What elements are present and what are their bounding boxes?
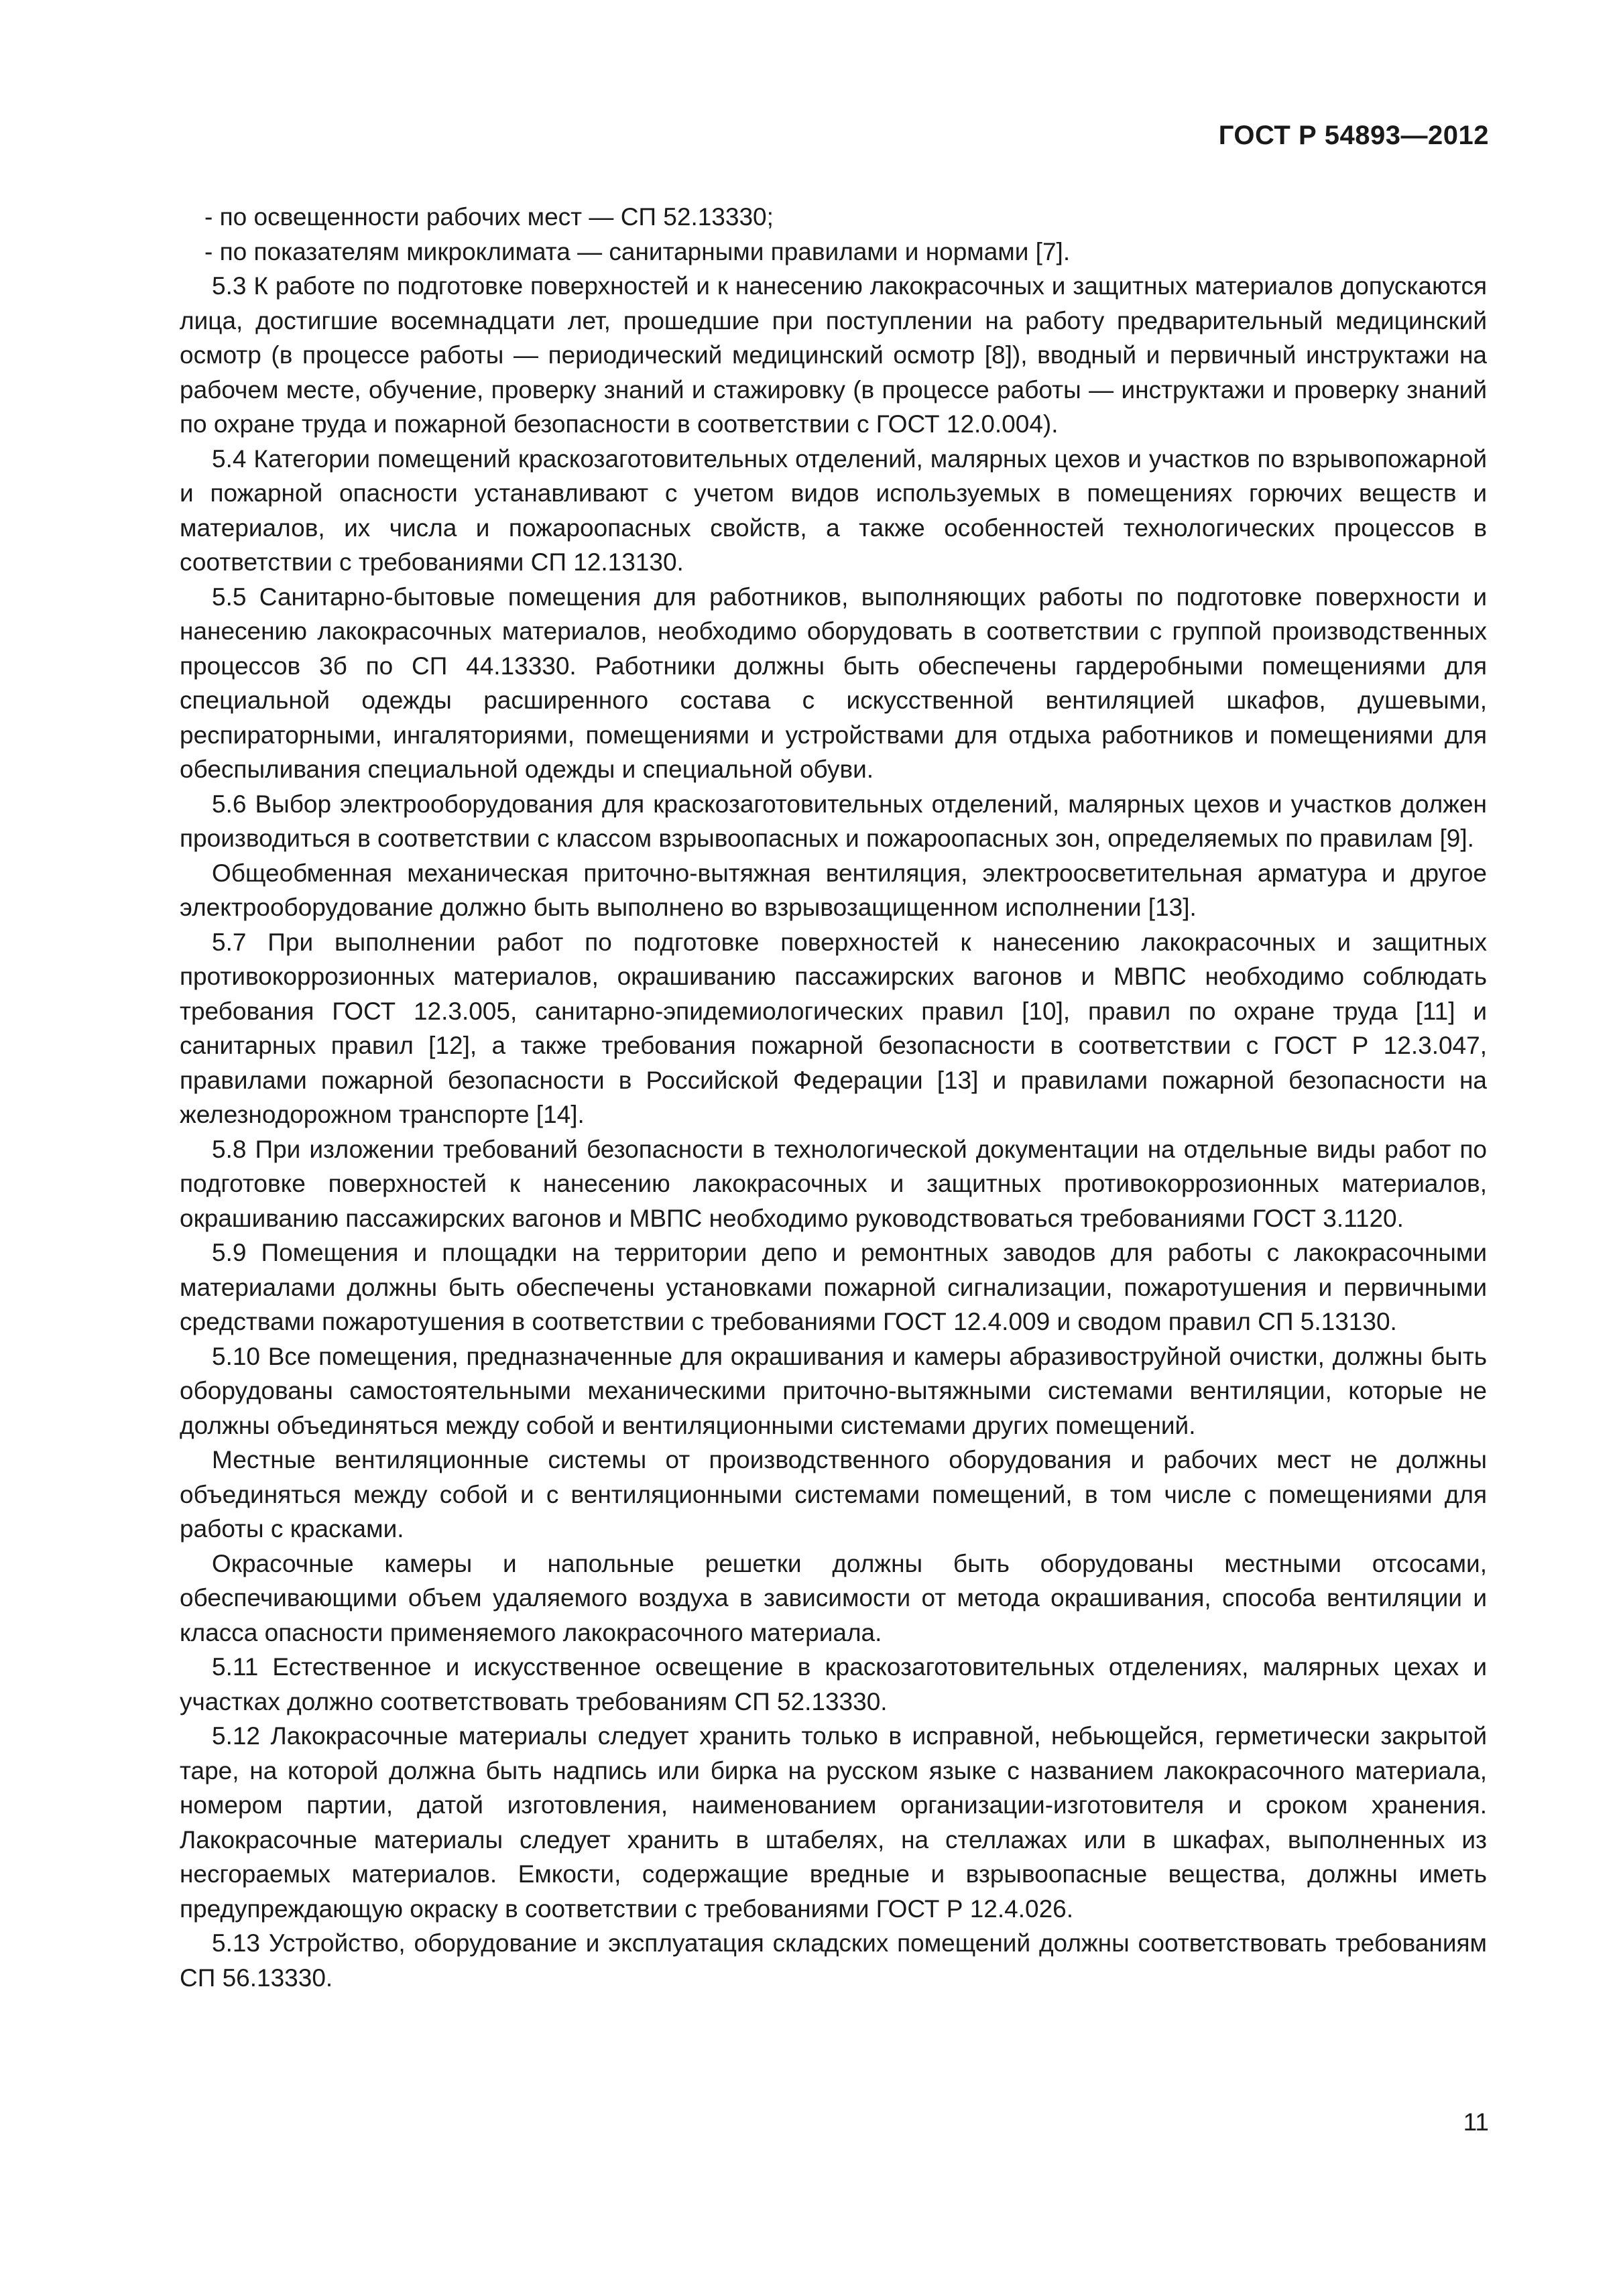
document-body [180, 200, 1487, 1995]
paragraph-5-3: 5.3 К работе по подготовке поверхностей и к нанесению лакокрасочных и защитных материалов допускаются лица, достигшие восемнадцати лет, прошедшие при поступлении на работу предварительный медицинский осмотр (в процессе работы — периодический медицинский осмотр [8]), вводный и первичный инструктажи на рабочем месте, обучение, проверку знаний и стажировку (в процессе работы — инструктажи и проверку знаний по охране труда и пожарной безопасности в соответствии с ГОСТ 12.0.004). [180, 272, 1487, 438]
paragraph-list-item: - по показателям микроклимата — санитарными правилами и нормами [7]. [204, 237, 1071, 265]
paragraph-5-6-ventilation: Общеобменная механическая приточно-вытяжная вентиляция, электроосветительная арматура и другое электрооборудование должно быть выполнено во взрывозащищенном исполнении [13]. [180, 859, 1487, 921]
page-number: 11 [1463, 2108, 1489, 2136]
paragraph-5-10-local-ventilation: Местные вентиляционные системы от производственного оборудования и рабочих мест не должны объединяться между собой и с вентиляционными системами помещений, в том числе с помещениями для работы с красками. [180, 1446, 1487, 1543]
paragraph-5-6: 5.6 Выбор электрооборудования для краскозаготовительных отделений, малярных цехов и участков должен производиться в соответствии с классом взрывоопасных и пожароопасных зон, определяемых по правилам [9]. [180, 790, 1487, 852]
paragraph-5-11: 5.11 Естественное и искусственное освещение в краскозаготовительных отделениях, малярных цехах и участках должно соответствовать требованиям СП 52.13330. [180, 1653, 1487, 1715]
paragraph-list-item: - по освещенности рабочих мест — СП 52.13330; [204, 203, 774, 231]
paragraph-5-13: 5.13 Устройство, оборудование и эксплуатация складских помещений должны соответствовать требованиям СП 56.13330. [180, 1929, 1487, 1992]
paragraph-5-10-paint-booths: Окрасочные камеры и напольные решетки должны быть оборудованы местными отсосами, обеспечивающими объем удаляемого воздуха в зависимости от метода окрашивания, способа вентиляции и класса опасности применяемого лакокрасочного материала. [180, 1549, 1487, 1646]
paragraph-5-5: 5.5 Санитарно-бытовые помещения для работников, выполняющих работы по подготовке поверхности и нанесению лакокрасочных материалов, необходимо оборудовать в соответствии с группой производственных процессов 3б по СП 44.13330. Работники должны быть обеспечены гардеробными помещениями для специальной одежды расширенного состава с искусственной вентиляцией шкафов, душевыми, респираторными, ингаляториями, помещениями и устройствами для отдыха работников и помещениями для обеспыливания специальной одежды и специальной обуви. [180, 583, 1487, 783]
paragraph-5-7: 5.7 При выполнении работ по подготовке поверхностей к нанесению лакокрасочных и защитных противокоррозионных материалов, окрашиванию пассажирских вагонов и МВПС необходимо соблюдать требования ГОСТ 12.3.005, санитарно-эпидемиологических правил [10], правил по охране труда [11] и санитарных правил [12], а также требования пожарной безопасности в соответствии с ГОСТ Р 12.3.047, правилами пожарной безопасности в Российской Федерации [13] и правилами пожарной безопасности на железнодорожном транспорте [14]. [180, 928, 1487, 1128]
paragraph-5-9: 5.9 Помещения и площадки на территории депо и ремонтных заводов для работы с лакокрасочными материалами должны быть обеспечены установками пожарной сигнализации, пожаротушения и первичными средствами пожаротушения в соответствии с требованиями ГОСТ 12.4.009 и сводом правил СП 5.13130. [180, 1239, 1487, 1335]
document-code-header: ГОСТ Р 54893—2012 [1218, 121, 1489, 150]
paragraph-5-12: 5.12 Лакокрасочные материалы следует хранить только в исправной, небьющейся, герметически закрытой таре, на которой должна быть надпись или бирка на русском языке с названием лакокрасочного материала, номером партии, датой изготовления, наименованием организации-изготовителя и сроком хранения. Лакокрасочные материалы следует хранить в штабелях, на стеллажах или в шкафах, выполненных из несгораемых материалов. Емкости, содержащие вредные и взрывоопасные вещества, должны иметь предупреждающую окраску в соответствии с требованиями ГОСТ Р 12.4.026. [180, 1722, 1487, 1923]
paragraph-5-8: 5.8 При изложении требований безопасности в технологической документации на отдельные виды работ по подготовке поверхностей к нанесению лакокрасочных и защитных противокоррозионных материалов, окрашиванию пассажирских вагонов и МВПС необходимо руководствоваться требованиями ГОСТ 3.1120. [180, 1135, 1487, 1232]
paragraph-5-10: 5.10 Все помещения, предназначенные для окрашивания и камеры абразивоструйной очистки, должны быть оборудованы самостоятельными механическими приточно-вытяжными системами вентиляции, которые не должны объединяться между собой и вентиляционными системами других помещений. [180, 1342, 1487, 1439]
paragraph-5-4: 5.4 Категории помещений краскозаготовительных отделений, малярных цехов и участков по взрывопожарной и пожарной опасности устанавливают с учетом видов используемых в помещениях горючих веществ и материалов, их числа и пожароопасных свойств, а также особенностей технологических процессов в соответствии с требованиями СП 12.13130. [180, 444, 1487, 576]
